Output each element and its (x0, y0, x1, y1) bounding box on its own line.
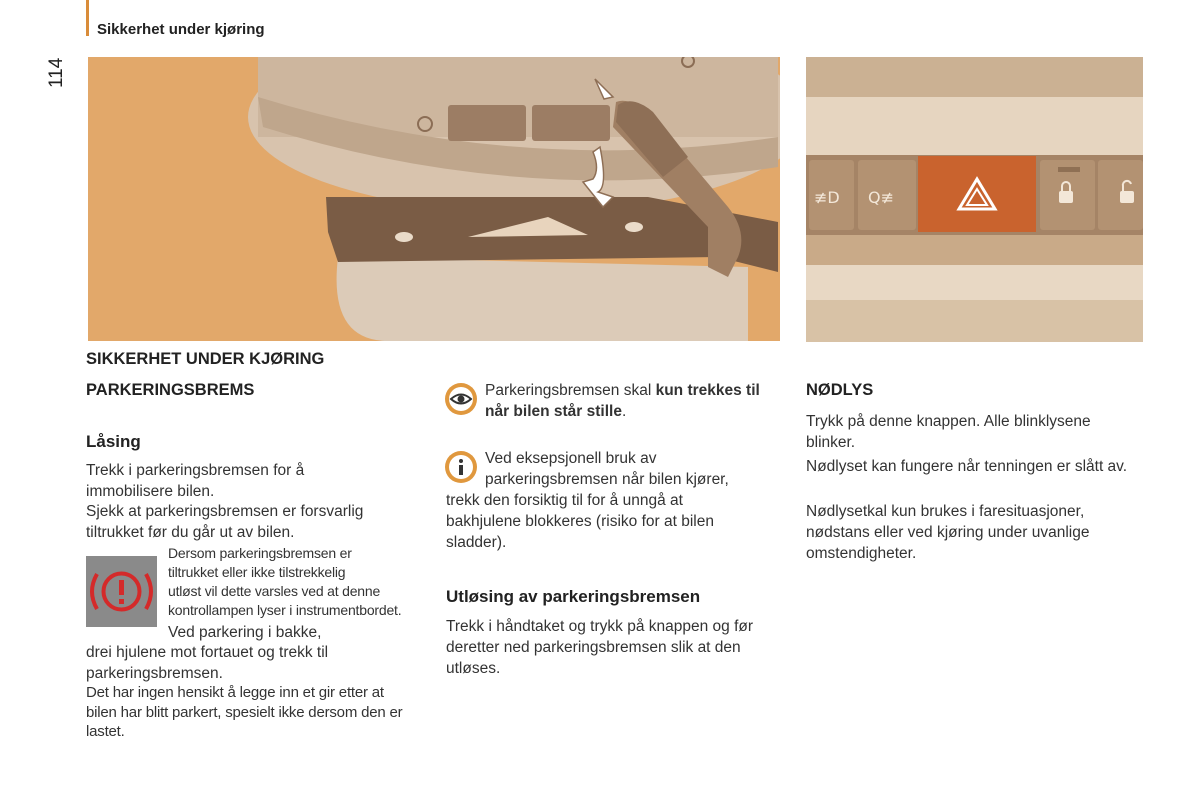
warning-line-3: utløst vil dette varsles ved at denne (168, 583, 381, 599)
parking-brake-illustration (88, 57, 780, 341)
release-heading: Utløsing av parkeringsbremsen (446, 587, 701, 606)
warning-lamp-note (168, 544, 430, 620)
eye-note (485, 380, 780, 422)
info-note-line-2: parkeringsbremsen når bilen kjører, (485, 471, 729, 488)
warning-line-1: Dersom parkeringsbremsen er (168, 545, 352, 561)
locking-paragraph-1: Trekk i parkeringsbremsen for å immobilisere bilen. (86, 462, 305, 500)
slope-paragraph: drei hjulene mot fortauet og trekk til parkeringsbremsen. (86, 644, 329, 682)
parking-brake-heading: PARKERINGSBREMS (86, 381, 255, 399)
release-paragraph: Trekk i håndtaket og trykk på knappen og før deretter ned parkeringsbremsen slik at den utløses. (446, 618, 754, 677)
svg-text:Q≢: Q≢ (868, 188, 894, 207)
eye-icon (445, 383, 477, 415)
eye-note-emphasis: kun trekkes til når bilen står stille (485, 382, 760, 420)
hazard-paragraph-3: Nødlysetkal kun brukes i faresituasjoner, nødstans eller ved kjøring under uvanlige omstendigheter. (806, 503, 1090, 562)
page-number: 114 (46, 57, 67, 88)
hazard-switch-illustration (806, 57, 1143, 342)
svg-text:≢D: ≢D (814, 188, 840, 207)
header-accent-bar (86, 0, 89, 36)
hazard-heading: NØDLYS (806, 381, 874, 399)
info-note-line-1: Ved eksepsjonell bruk av (485, 450, 657, 467)
hazard-paragraph-2: Nødlyset kan fungere når tenningen er slått av. (806, 458, 1128, 475)
locking-paragraph-2: Sjekk at parkeringsbremsen er forsvarlig tiltrukket før du går ut av bilen. (86, 503, 364, 541)
hazard-paragraph-1: Trykk på denne knappen. Alle blinklysene blinker. (806, 413, 1091, 451)
info-note-paragraph: trekk den forsiktig til for å unngå at bakhjulene blokkeres (risiko for at bilen sladder). (446, 492, 714, 551)
warning-line-4: kontrollampen lyser i instrumentbordet. (168, 602, 402, 618)
section-title: Sikkerhet under kjøring (97, 21, 265, 38)
info-icon (445, 451, 477, 483)
gear-note: Det har ingen hensikt å legge inn et gir etter at bilen har blitt parkert, spesielt ikke dersom den er lastet. (86, 684, 403, 740)
eye-note-text: Parkeringsbremsen skal (485, 382, 656, 399)
warning-line-2: tiltrukket eller ikke tilstrekkelig (168, 564, 346, 580)
main-heading: SIKKERHET UNDER KJØRING (86, 350, 325, 368)
locking-heading: Låsing (86, 432, 141, 451)
brake-warning-icon (86, 556, 157, 627)
slope-line-1: Ved parkering i bakke, (168, 624, 322, 641)
eye-note-end: . (621, 403, 627, 420)
